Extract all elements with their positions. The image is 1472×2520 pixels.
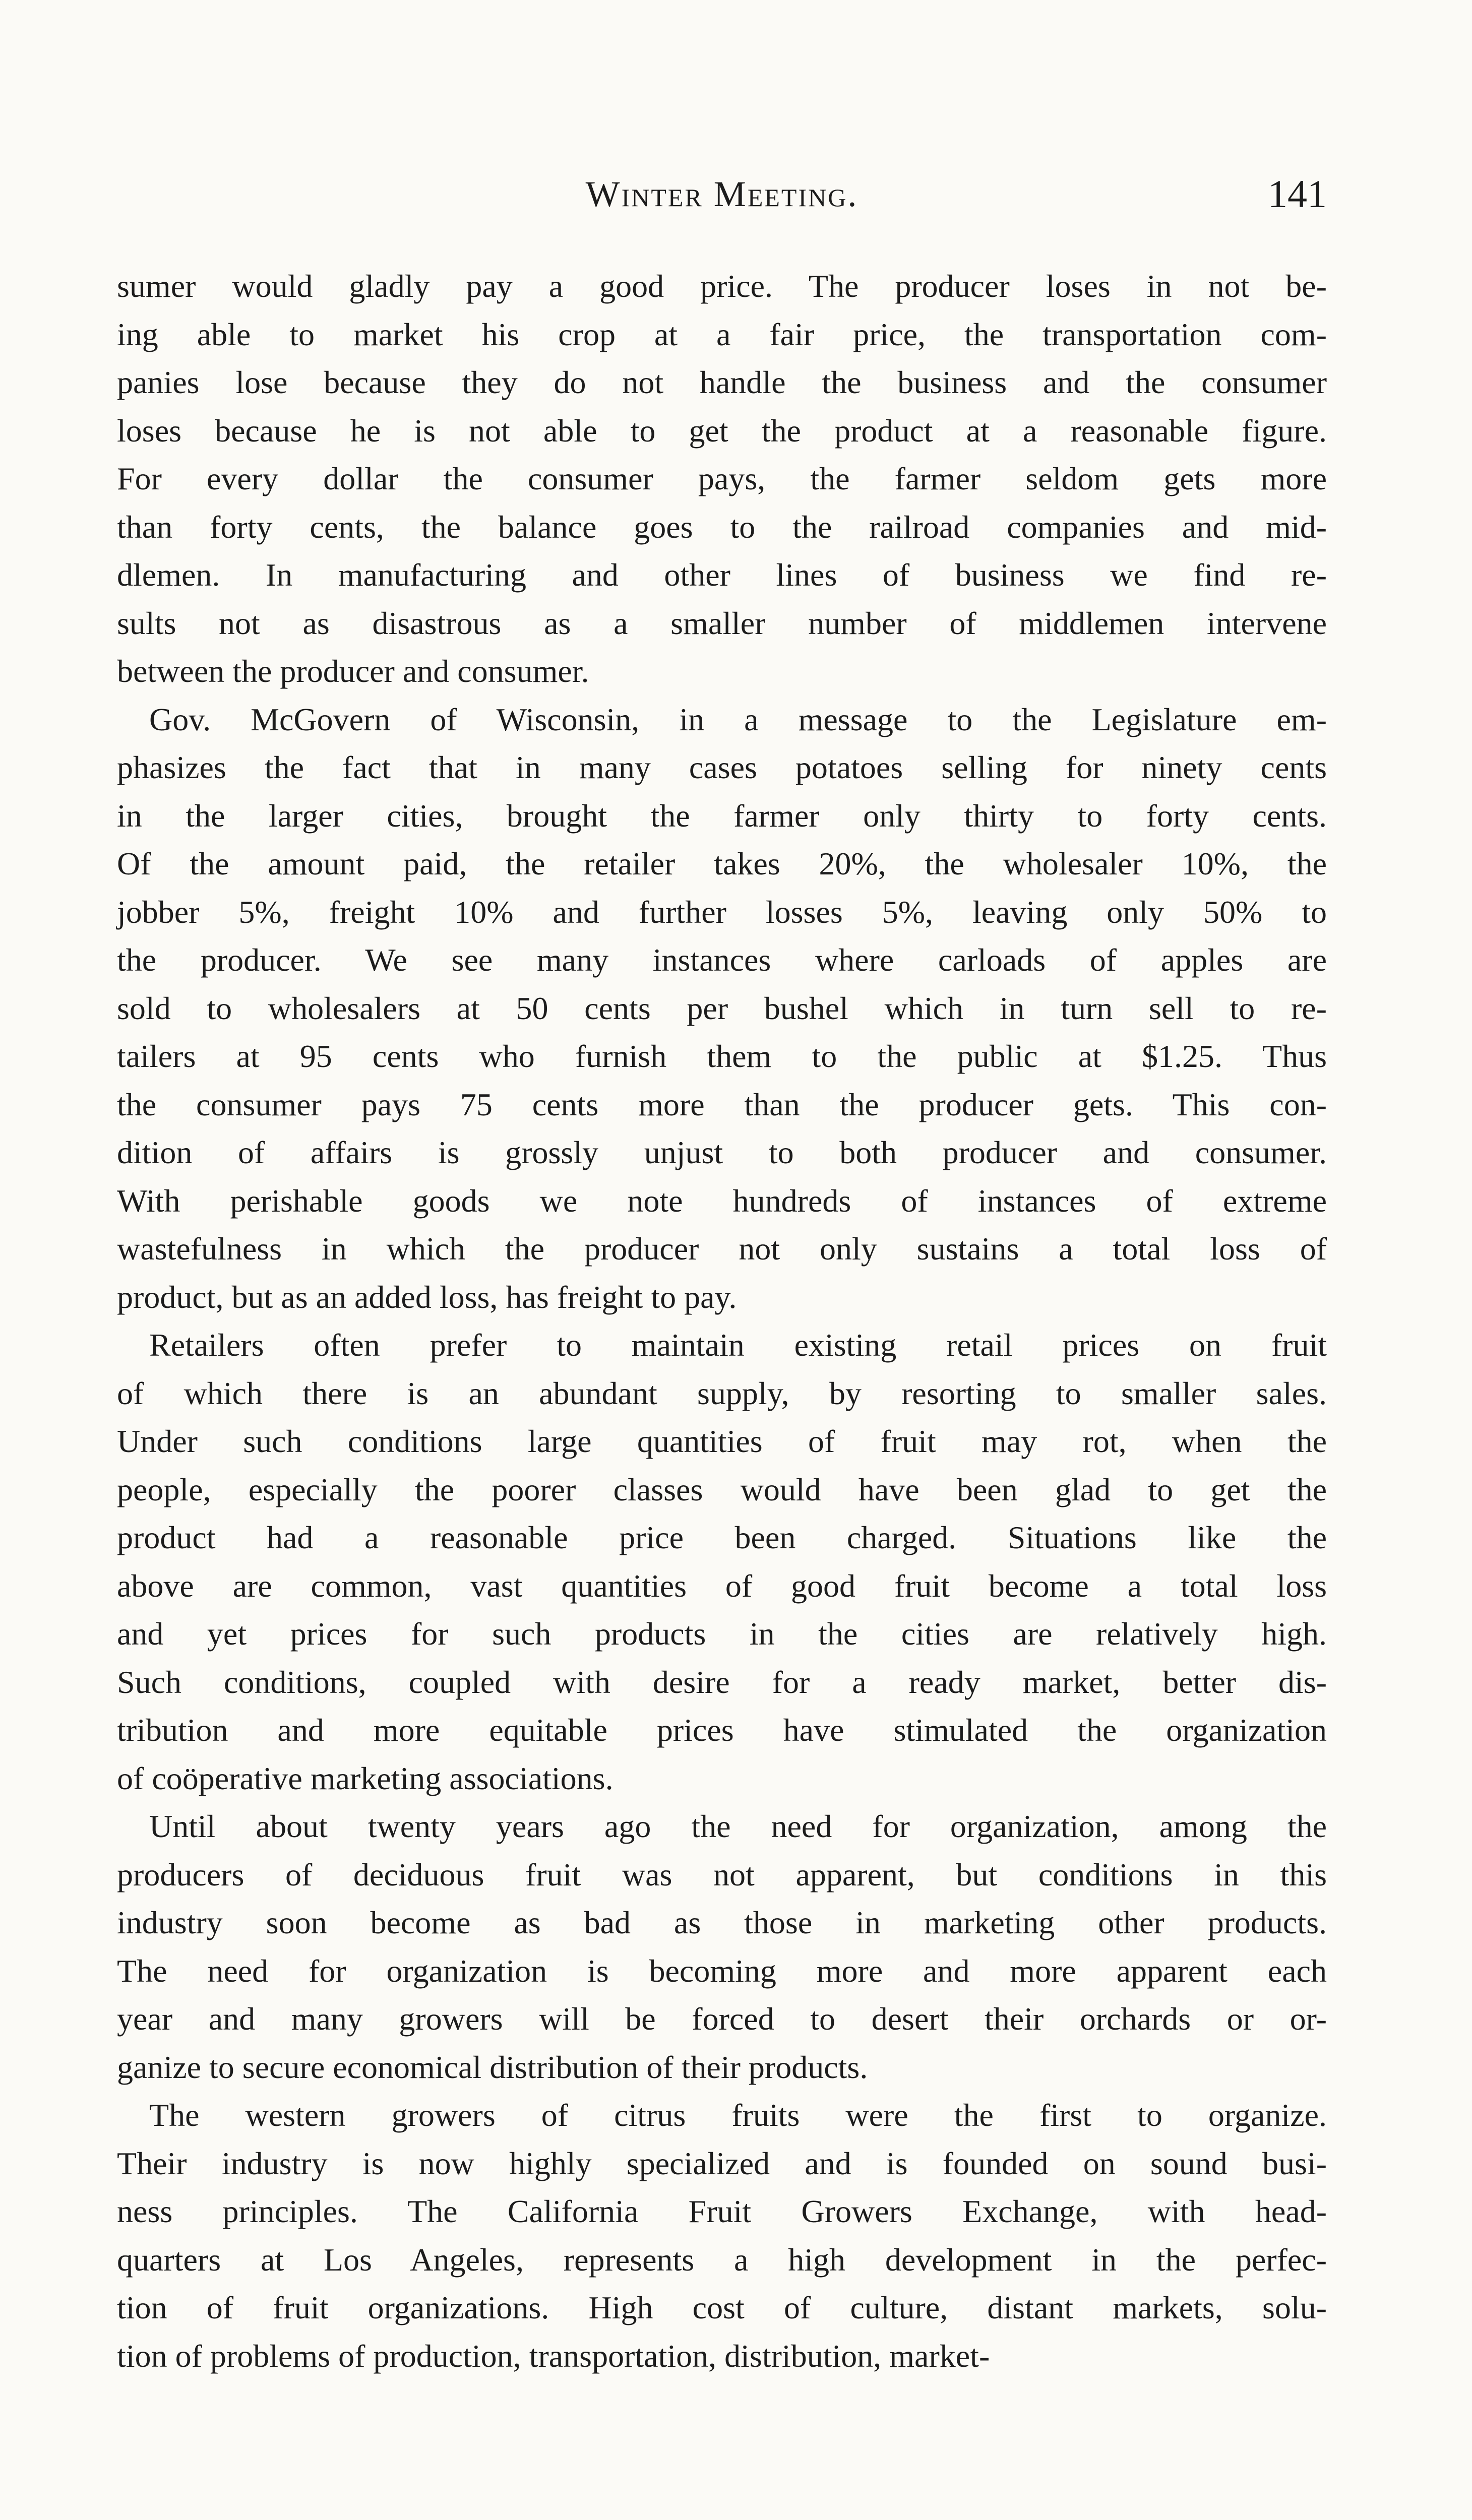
text-line: sold to wholesalers at 50 cents per bushel which in turn sell to re- xyxy=(117,990,1327,1026)
text-line: producers of deciduous fruit was not apparent, but conditions in this xyxy=(117,1856,1327,1893)
text-line: year and many growers will be forced to desert their orchards or or- xyxy=(117,2001,1327,2037)
page-number: 141 xyxy=(1268,172,1327,216)
running-head xyxy=(117,166,1327,222)
text-line: panies lose because they do not handle the business and the consumer xyxy=(117,364,1327,400)
text-line: the producer. We see many instances where carloads of apples are xyxy=(117,942,1327,978)
paragraph-citrus-growers xyxy=(117,2091,1327,2380)
paragraph-mcgovern-potatoes xyxy=(117,696,1327,1321)
text-line: and yet prices for such products in the cities are relatively high. xyxy=(117,1616,1327,1652)
text-line: tion of fruit organizations. High cost of culture, distant markets, solu- xyxy=(117,2290,1327,2325)
text-line: industry soon become as bad as those in marketing other products. xyxy=(117,1905,1327,1940)
text-line: The need for organization is becoming more and more apparent each xyxy=(117,1952,1327,1989)
text-line: in the larger cities, brought the farmer only thirty to forty cents. xyxy=(117,797,1327,834)
text-line: sults not as disastrous as a smaller number of middlemen intervene xyxy=(117,605,1327,641)
text-line: tion of problems of production, transportation, distribution, market- xyxy=(117,2338,990,2374)
running-title: Winter Meeting. xyxy=(585,174,858,214)
text-line: quarters at Los Angeles, represents a high development in the perfec- xyxy=(117,2241,1327,2278)
text-line: sumer would gladly pay a good price. The producer loses in not be- xyxy=(117,268,1327,304)
text-line: Gov. McGovern of Wisconsin, in a message to the Legislature em- xyxy=(149,701,1327,737)
text-line: loses because he is not able to get the product at a reasonable figure. xyxy=(117,412,1327,449)
text-line: Their industry is now highly specialized and is founded on sound busi- xyxy=(117,2145,1327,2181)
text-line: product had a reasonable price been charged. Situations like the xyxy=(117,1520,1327,1555)
text-line: dlemen. In manufacturing and other lines of business we find re- xyxy=(117,557,1327,593)
paragraph-deciduous-fruit xyxy=(117,1802,1327,2091)
text-line: tailers at 95 cents who furnish them to the public at $1.25. Thus xyxy=(117,1038,1327,1074)
text-line: ness principles. The California Fruit Growers Exchange, with head- xyxy=(117,2193,1327,2229)
text-line: people, especially the poorer classes would have been glad to get the xyxy=(117,1471,1327,1507)
text-line: between the producer and consumer. xyxy=(117,653,589,689)
text-line: Such conditions, coupled with desire for a ready market, better dis- xyxy=(117,1664,1327,1700)
text-line: Under such conditions large quantities of fruit may rot, when the xyxy=(117,1423,1327,1459)
paragraph-continued-middlemen xyxy=(117,262,1327,696)
text-line: than forty cents, the balance goes to the railroad companies and mid- xyxy=(117,509,1327,545)
text-line: For every dollar the consumer pays, the farmer seldom gets more xyxy=(117,461,1327,496)
text-line: The western growers of citrus fruits were the first to organize. xyxy=(149,2097,1327,2133)
text-line: dition of affairs is grossly unjust to both producer and consumer. xyxy=(117,1135,1327,1170)
text-line: Of the amount paid, the retailer takes 20%, the wholesaler 10%, the xyxy=(117,846,1327,881)
text-line: the consumer pays 75 cents more than the producer gets. This con- xyxy=(117,1086,1327,1122)
text-line: tribution and more equitable prices have stimulated the organization xyxy=(117,1712,1327,1748)
text-line: wastefulness in which the producer not only sustains a total loss of xyxy=(117,1231,1327,1267)
text-line: product, but as an added loss, has freight to pay. xyxy=(117,1279,737,1315)
text-line: above are common, vast quantities of good fruit become a total loss xyxy=(117,1567,1327,1604)
text-line: jobber 5%, freight 10% and further losses 5%, leaving only 50% to xyxy=(117,894,1327,930)
body-text xyxy=(117,262,1327,2380)
text-line: With perishable goods we note hundreds of instances of extreme xyxy=(117,1182,1327,1219)
text-line: of coöperative marketing associations. xyxy=(117,1760,614,1796)
text-line: phasizes the fact that in many cases potatoes selling for ninety cents xyxy=(117,749,1327,785)
text-line: ing able to market his crop at a fair price, the transportation com- xyxy=(117,316,1327,352)
text-line: Until about twenty years ago the need for organization, among the xyxy=(149,1808,1327,1844)
text-line: Retailers often prefer to maintain existing retail prices on fruit xyxy=(149,1327,1327,1363)
paragraph-retailers-prices xyxy=(117,1321,1327,1802)
text-line: ganize to secure economical distribution of their products. xyxy=(117,2049,868,2085)
text-line: of which there is an abundant supply, by resorting to smaller sales. xyxy=(117,1375,1327,1411)
